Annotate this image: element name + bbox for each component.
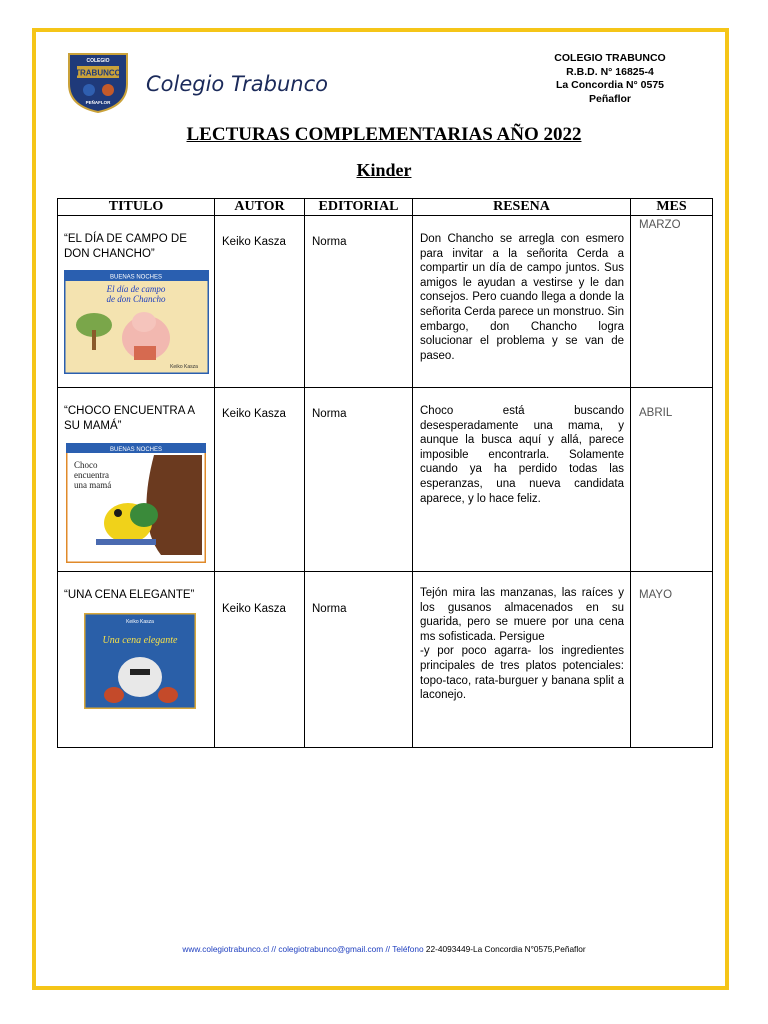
document-subtitle: Kinder bbox=[356, 160, 412, 180]
svg-text:Keiko Kasza: Keiko Kasza bbox=[126, 618, 154, 625]
book-title: “CHOCO ENCUENTRA A SU MAMÁ” bbox=[64, 405, 195, 432]
svg-text:Keiko Kasza: Keiko Kasza bbox=[170, 364, 198, 371]
header-titulo: TITULO bbox=[58, 199, 215, 216]
svg-text:COLEGIO: COLEGIO bbox=[86, 58, 110, 64]
document-title: LECTURAS COMPLEMENTARIAS AÑO 2022 bbox=[186, 124, 582, 145]
footer-website-link[interactable]: www.colegiotrabunco.cl bbox=[182, 944, 270, 954]
book-cover-don-chancho bbox=[64, 270, 209, 374]
book-title: “UNA CENA ELEGANTE” bbox=[64, 589, 195, 601]
school-info-name: COLEGIO TRABUNCO bbox=[554, 52, 666, 64]
footer bbox=[0, 944, 768, 954]
book-review-part: Tejón mira las manzanas, las raíces y los gusanos almacenados en su guarida, pero se muere por una cena ms sofisticada. Persigue bbox=[420, 587, 624, 643]
book-author: Keiko Kasza bbox=[215, 388, 305, 572]
book-cell bbox=[58, 216, 215, 388]
book-month: MARZO bbox=[631, 216, 713, 388]
table-row bbox=[58, 572, 713, 748]
header-editorial: EDITORIAL bbox=[305, 199, 413, 216]
book-title: “EL DÍA DE CAMPO DE DON CHANCHO” bbox=[64, 233, 187, 260]
school-info-rbd: R.B.D. N° 16825-4 bbox=[566, 65, 654, 78]
school-crest-logo bbox=[67, 50, 129, 114]
footer-email-link[interactable]: colegiotrabunco@gmail.com bbox=[278, 944, 384, 954]
school-info-city: Peñaflor bbox=[588, 92, 631, 105]
svg-text:BUENAS NOCHES: BUENAS NOCHES bbox=[109, 274, 163, 281]
book-month: MAYO bbox=[631, 572, 713, 748]
readings-table bbox=[57, 198, 713, 748]
book-cell bbox=[58, 388, 215, 572]
book-cover-una-cena bbox=[84, 613, 196, 709]
book-review: Don Chancho se arregla con esmero para invitar a la señorita Cerda a compartir un día de campo juntos. Sus amigos le ayudan a vestirse y le dan consejos. Pero cuando llega a donde la señorita Cerda parece un monstruo. Sin embargo, don Chancho logra solucionar el problema y se van de paseo. bbox=[413, 216, 631, 388]
school-info-address: La Concordia N° 0575 bbox=[555, 79, 665, 91]
table-row bbox=[58, 388, 713, 572]
table-row bbox=[58, 216, 713, 388]
footer-phone-label: Teléfono bbox=[392, 944, 424, 954]
header-autor: AUTOR bbox=[215, 199, 305, 216]
svg-text:encuentra: encuentra bbox=[74, 470, 109, 481]
svg-text:PEÑAFLOR: PEÑAFLOR bbox=[85, 100, 111, 105]
svg-text:Choco: Choco bbox=[74, 460, 98, 471]
book-review-part: -y por poco agarra- los ingredientes principales de tres platos potenciales: topo-taco, rata-burguer y banana split a laconejo. bbox=[420, 645, 624, 702]
table-header-row bbox=[58, 199, 713, 216]
book-review: Choco está buscando desesperadamente una mama, y aunque la busca aquí y allá, parece imposible encontrarla. Solamente cuando ya ha perdido todas las esperanzas, una nueva candidata aparece, y lo hace feliz. bbox=[413, 388, 631, 572]
book-month: ABRIL bbox=[631, 388, 713, 572]
footer-phone-address: 22-4093449-La Concordia N°0575,Peñaflor bbox=[423, 944, 586, 954]
book-author: Keiko Kasza bbox=[215, 216, 305, 388]
svg-text:de don Chancho: de don Chancho bbox=[106, 294, 166, 305]
school-name: Colegio Trabunco bbox=[146, 72, 328, 96]
school-info bbox=[520, 52, 700, 106]
book-publisher: Norma bbox=[305, 572, 413, 748]
book-review bbox=[413, 572, 631, 748]
book-cover-choco bbox=[66, 443, 206, 563]
svg-text:BUENAS NOCHES: BUENAS NOCHES bbox=[109, 447, 163, 454]
header-mes: MES bbox=[631, 199, 713, 216]
book-cell bbox=[58, 572, 215, 748]
footer-separator: // bbox=[383, 944, 393, 954]
svg-text:Una cena elegante: Una cena elegante bbox=[102, 634, 178, 646]
book-publisher: Norma bbox=[305, 216, 413, 388]
svg-text:una mamá: una mamá bbox=[74, 480, 112, 491]
svg-text:El día de campo: El día de campo bbox=[106, 284, 166, 295]
header-resena: RESENA bbox=[413, 199, 631, 216]
footer-separator: // bbox=[269, 944, 279, 954]
svg-text:TRABUNCO: TRABUNCO bbox=[75, 68, 121, 78]
book-author: Keiko Kasza bbox=[215, 572, 305, 748]
book-publisher: Norma bbox=[305, 388, 413, 572]
